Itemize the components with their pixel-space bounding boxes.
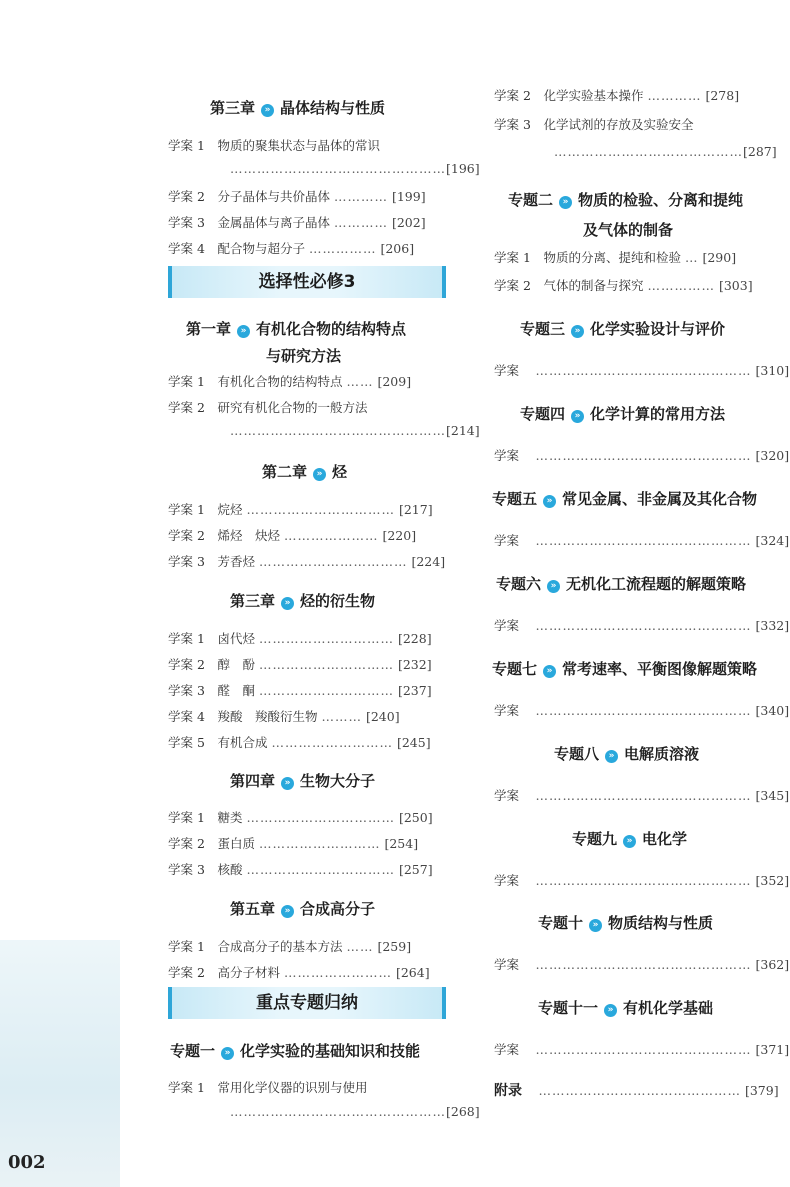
toc-entry[interactable]: 学案 1 物质的聚集状态与晶体的常识 <box>168 138 380 153</box>
toc-entry[interactable]: 学案 2 分子晶体与共价晶体 ………… [199] <box>168 189 426 204</box>
toc-entry[interactable]: 学案 1 合成高分子的基本方法 …… [259] <box>168 939 412 954</box>
topic-heading: 专题五 » 常见金属、非金属及其化合物 <box>492 490 758 508</box>
toc-entry[interactable]: 学案 2 研究有机化合物的一般方法 <box>168 400 368 415</box>
double-chevron-right-icon: » <box>605 750 618 763</box>
toc-entry[interactable]: 学案 ………………………………………… [352] <box>494 873 790 888</box>
chapter-heading: 第三章 » 烃的衍生物 <box>230 592 376 610</box>
toc-entry[interactable]: 学案 1 糖类 …………………………… [250] <box>168 810 433 825</box>
decorative-background-corner <box>0 940 120 1187</box>
double-chevron-right-icon: » <box>589 919 602 932</box>
toc-entry[interactable]: 学案 1 常用化学仪器的识别与使用 <box>168 1080 368 1095</box>
topic-heading: 专题十 » 物质结构与性质 <box>538 914 714 932</box>
toc-entry[interactable]: 学案 3 核酸 …………………………… [257] <box>168 862 433 877</box>
topic-heading: 专题四 » 化学计算的常用方法 <box>520 405 726 423</box>
chapter-heading: 第一章 » 有机化合物的结构特点 <box>186 320 407 338</box>
toc-entry-continuation: ……………………………………[287] <box>554 144 777 159</box>
double-chevron-right-icon: » <box>313 468 326 481</box>
toc-entry[interactable]: 学案 2 醇 酚 ………………………… [232] <box>168 657 432 672</box>
toc-entry[interactable]: 学案 4 羧酸 羧酸衍生物 ……… [240] <box>168 709 400 724</box>
double-chevron-right-icon: » <box>237 325 250 338</box>
topic-heading-line2: 及气体的制备 <box>583 221 674 239</box>
topic-heading: 专题二 » 物质的检验、分离和提纯 <box>508 191 744 209</box>
toc-entry[interactable]: 学案 3 芳香烃 …………………………… [224] <box>168 554 446 569</box>
topic-heading: 专题一 » 化学实验的基础知识和技能 <box>170 1042 421 1060</box>
toc-entry[interactable]: 学案 3 醛 酮 ………………………… [237] <box>168 683 432 698</box>
toc-entry[interactable]: 学案 4 配合物与超分子 …………… [206] <box>168 241 415 256</box>
toc-entry[interactable]: 学案 ………………………………………… [320] <box>494 448 790 463</box>
topic-heading: 专题三 » 化学实验设计与评价 <box>520 320 726 338</box>
double-chevron-right-icon: » <box>559 196 572 209</box>
toc-entry[interactable]: 学案 1 有机化合物的结构特点 …… [209] <box>168 374 412 389</box>
toc-entry[interactable]: 学案 2 化学实验基本操作 ………… [278] <box>494 88 740 103</box>
double-chevron-right-icon: » <box>281 597 294 610</box>
toc-entry[interactable]: 学案 1 卤代烃 ………………………… [228] <box>168 631 432 646</box>
toc-entry[interactable]: 学案 ………………………………………… [371] <box>494 1042 790 1057</box>
chapter-heading: 第五章 » 合成高分子 <box>230 900 376 918</box>
toc-entry-continuation: …………………………………………[196] <box>230 161 480 176</box>
chapter-heading: 第三章 » 晶体结构与性质 <box>210 99 386 117</box>
toc-entry[interactable]: 学案 5 有机合成 ……………………… [245] <box>168 735 431 750</box>
toc-entry[interactable]: 学案 ………………………………………… [310] <box>494 363 790 378</box>
chapter-heading: 第四章 » 生物大分子 <box>230 772 376 790</box>
double-chevron-right-icon: » <box>571 410 584 423</box>
toc-entry[interactable]: 学案 3 金属晶体与离子晶体 ………… [202] <box>168 215 426 230</box>
toc-entry[interactable]: 学案 ………………………………………… [345] <box>494 788 790 803</box>
topic-heading: 专题十一 » 有机化学基础 <box>538 999 714 1017</box>
section-banner: 重点专题归纳 <box>168 987 446 1019</box>
toc-entry[interactable]: 学案 2 烯烃 炔烃 ………………… [220] <box>168 528 417 543</box>
topic-heading: 专题八 » 电解质溶液 <box>554 745 700 763</box>
double-chevron-right-icon: » <box>261 104 274 117</box>
toc-entry[interactable]: 学案 ………………………………………… [332] <box>494 618 790 633</box>
toc-entry-continuation: …………………………………………[214] <box>230 423 480 438</box>
toc-entry[interactable]: 学案 3 化学试剂的存放及实验安全 <box>494 117 694 132</box>
double-chevron-right-icon: » <box>543 665 556 678</box>
double-chevron-right-icon: » <box>571 325 584 338</box>
double-chevron-right-icon: » <box>543 495 556 508</box>
topic-heading: 专题九 » 电化学 <box>572 830 688 848</box>
topic-heading: 专题六 » 无机化工流程题的解题策略 <box>496 575 747 593</box>
double-chevron-right-icon: » <box>547 580 560 593</box>
toc-entry[interactable]: 学案 ………………………………………… [340] <box>494 703 790 718</box>
toc-entry[interactable]: 学案 1 烷烃 …………………………… [217] <box>168 502 433 517</box>
double-chevron-right-icon: » <box>623 835 636 848</box>
chapter-heading-line2: 与研究方法 <box>266 347 342 365</box>
toc-entry[interactable]: 学案 ………………………………………… [324] <box>494 533 790 548</box>
toc-entry[interactable]: 学案 1 物质的分离、提纯和检验 … [290] <box>494 250 737 265</box>
double-chevron-right-icon: » <box>221 1047 234 1060</box>
page-number: 002 <box>8 1152 46 1173</box>
chapter-heading: 第二章 » 烃 <box>262 463 348 481</box>
toc-entry[interactable]: 学案 2 高分子材料 …………………… [264] <box>168 965 430 980</box>
toc-entry[interactable]: 学案 2 气体的制备与探究 …………… [303] <box>494 278 753 293</box>
double-chevron-right-icon: » <box>281 777 294 790</box>
toc-entry[interactable]: 学案 2 蛋白质 ……………………… [254] <box>168 836 419 851</box>
toc-entry[interactable]: 学案 ………………………………………… [362] <box>494 957 790 972</box>
topic-heading: 专题七 » 常考速率、平衡图像解题策略 <box>492 660 758 678</box>
toc-entry-continuation: …………………………………………[268] <box>230 1104 480 1119</box>
toc-entry-appendix[interactable]: 附录 ……………………………………… [379] <box>494 1083 779 1099</box>
section-banner: 选择性必修3 <box>168 266 446 298</box>
double-chevron-right-icon: » <box>604 1004 617 1017</box>
double-chevron-right-icon: » <box>281 905 294 918</box>
